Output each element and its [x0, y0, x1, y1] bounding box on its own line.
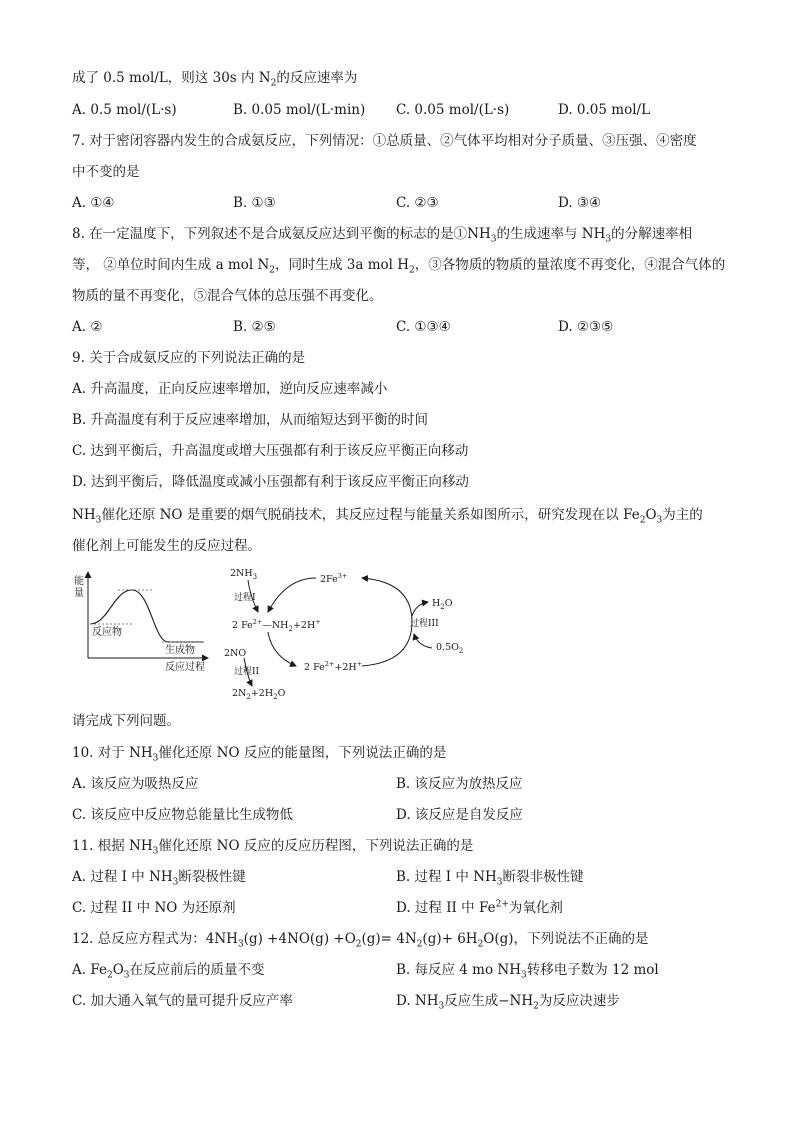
q8-stem-line2: 等， ②单位时间内生成 a mol $N_2$，同时生成 3a mol $H_2$，③各物质的物质的量浓度不再变化，④混合气体的 [72, 257, 726, 276]
intermediate-label: 2 $Fe^{2+}—NH_2+2H^+$ [232, 618, 321, 633]
xaxis-label: 反应过程 [165, 662, 205, 673]
q9-stem: 9. 关于合成氨反应的下列说法正确的是 [72, 350, 306, 366]
q8-option-a[interactable]: A. ② [72, 319, 103, 335]
q7-stem-line2: 中不变的是 [72, 164, 140, 180]
fe2-label: 2 $Fe^{2+}+2H^+$ [304, 660, 363, 673]
q12-stem: 12. 总反应方程式为：$4NH_3(g) +4NO(g) +O_2(g)= 4N_2(g)+ 6H_2O(g)$，下列说法不正确的是 [72, 931, 649, 950]
q11-stem: 11. 根据 $NH_3$催化还原 NO 反应的反应历程图，下列说法正确的是 [72, 838, 474, 857]
intro-line1: $NH_3$催化还原 NO 是重要的烟气脱硝技术，其反应过程与能量关系如图所示，研究发现在以 $Fe_2O_3$为主的 [72, 507, 703, 526]
process-1-label: 过程I [234, 593, 256, 603]
q6-option-b[interactable]: B. 0.05 mol/(L·min) [233, 102, 366, 118]
q10-option-b[interactable]: B. 该反应为放热反应 [396, 776, 523, 792]
q8-stem-line1: 8. 在一定温度下，下列叙述不是合成氨反应达到平衡的标志的是$①NH_3$的生成速率与 $NH_3$的分解速率相 [72, 226, 693, 245]
q7-option-d[interactable]: D. ③④ [558, 195, 602, 211]
q7-option-b[interactable]: B. ①③ [233, 195, 276, 211]
q11-option-d[interactable]: D. 过程 II 中 $Fe^{2+}$为氧化剂 [396, 899, 563, 916]
q8-option-c[interactable]: C. ①③④ [396, 319, 451, 335]
process-2-label: 过程II [234, 667, 260, 677]
reaction-figure [72, 566, 492, 700]
reactant-label: 反应物 [92, 627, 122, 638]
q10-option-c[interactable]: C. 该反应中反应物总能量比生成物低 [72, 807, 293, 823]
energy-diagram [74, 572, 208, 673]
q12-option-a[interactable]: A. $Fe_2O_3$在反应前后的质量不变 [72, 962, 265, 981]
q11-option-a[interactable]: A. 过程 I 中 $NH_3$断裂极性键 [72, 869, 246, 888]
products-label: $2N_2+2H_2O$ [232, 688, 286, 700]
mechanism-diagram [224, 568, 463, 700]
q6-stem: 成了 0.5 mol/L，则这 30s 内 $N_2$的反应速率为 [72, 70, 358, 89]
intro-line2: 催化剂上可能发生的反应过程。 [72, 538, 261, 554]
q8-option-b[interactable]: B. ②⑤ [233, 319, 276, 335]
arrow-fe3-to-mid [268, 578, 316, 612]
intro-after: 请完成下列问题。 [72, 713, 180, 729]
q10-stem: 10. 对于 $NH_3$催化还原 NO 反应的能量图，下列说法正确的是 [72, 745, 447, 764]
product-label: 生成物 [165, 645, 195, 656]
q11-option-c[interactable]: C. 过程 II 中 NO 为还原剂 [72, 900, 236, 916]
o2-label: $0.5O_2$ [436, 642, 464, 655]
q6-option-a[interactable]: A. 0.5 mol/(L·s) [72, 102, 177, 118]
arrow-mid-to-fe2 [268, 632, 296, 666]
q8-option-d[interactable]: D. ②③⑤ [558, 319, 614, 335]
process-3-label: 过程III [410, 619, 439, 629]
q10-option-a[interactable]: A. 该反应为吸热反应 [72, 776, 199, 792]
q6-option-d[interactable]: D. 0.05 mol/L [558, 102, 651, 118]
energy-label-1: 能 [74, 576, 84, 587]
q8-stem-line3: 物质的量不再变化，⑤混合气体的总压强不再变化。 [72, 288, 383, 304]
energy-label-2: 量 [74, 588, 84, 599]
q9-option-d[interactable]: D. 达到平衡后，降低温度或减小压强都有利于该反应平衡正向移动 [72, 474, 469, 490]
h2o-label: $H_2O$ [432, 598, 453, 611]
arrow-h2o-out [412, 602, 428, 616]
arrow-o2-in [414, 634, 432, 648]
q7-option-a[interactable]: A. ①④ [72, 195, 115, 211]
q12-option-c[interactable]: C. 加大通入氧气的量可提升反应产率 [72, 993, 293, 1009]
q11-option-b[interactable]: B. 过程 I 中 $NH_3$断裂非极性键 [396, 869, 584, 888]
reaction-figure-svg [72, 566, 492, 700]
arrow-fe2-to-fe3 [362, 578, 412, 666]
q6-option-c[interactable]: C. 0.05 mol/(L·s) [396, 102, 510, 118]
q12-option-b[interactable]: B. 每反应 4 mo $NH_3$转移电子数为 12 mol [396, 962, 659, 981]
q7-stem-line1: 7. 对于密闭容器内发生的合成氨反应，下列情况：①总质量、②气体平均相对分子质量、③压强、④密度 [72, 133, 697, 149]
q12-option-d[interactable]: D. $NH_3$反应生成$-NH_2$为反应决速步 [396, 993, 620, 1012]
no-label: 2NO [224, 648, 247, 659]
fe3-label: $2Fe^{3+}$ [320, 572, 348, 585]
q7-option-c[interactable]: C. ②③ [396, 195, 439, 211]
q9-option-b[interactable]: B. 升高温度有利于反应速率增加，从而缩短达到平衡的时间 [72, 412, 429, 428]
nh3-label: $2NH_3$ [230, 568, 258, 581]
q10-option-d[interactable]: D. 该反应是自发反应 [396, 807, 523, 823]
q9-option-c[interactable]: C. 达到平衡后，升高温度或增大压强都有利于该反应平衡正向移动 [72, 443, 469, 459]
q9-option-a[interactable]: A. 升高温度，正向反应速率增加，逆向反应速率减小 [72, 381, 388, 397]
